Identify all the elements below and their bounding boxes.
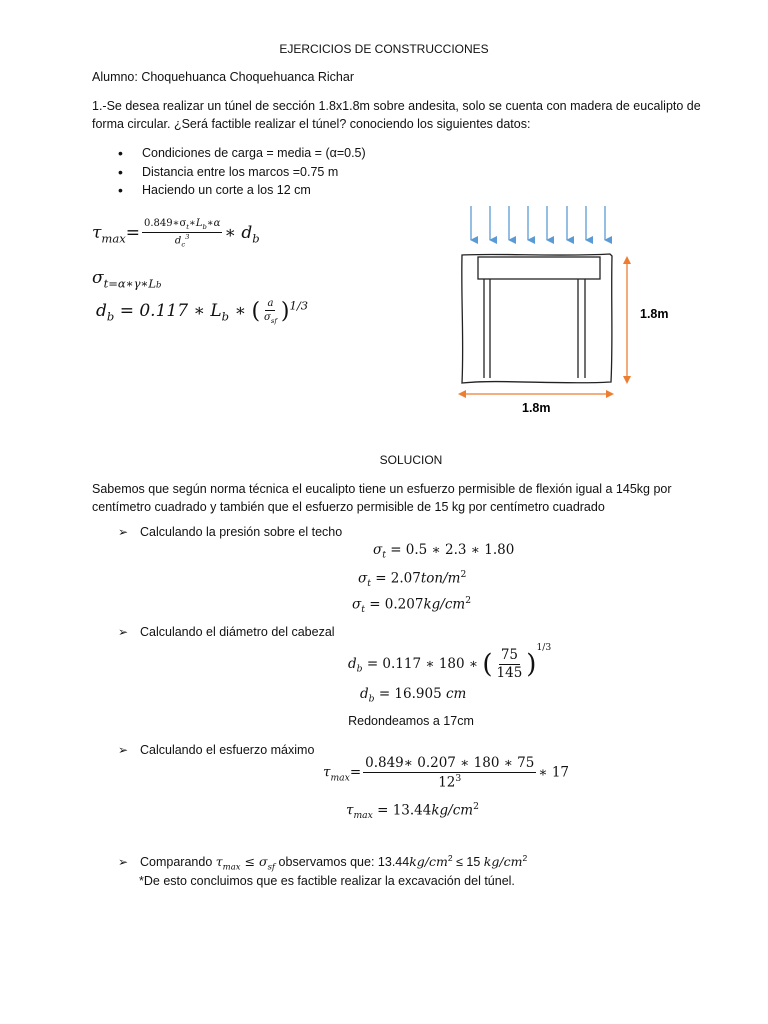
rounding-note: Redondeamos a 17cm (348, 714, 474, 728)
tunnel-diagram (440, 200, 700, 425)
list-item: • Haciendo un corte a los 12 cm (118, 181, 366, 200)
given-data-list (118, 144, 366, 200)
list-item: • Condiciones de carga = media = (α=0.5) (118, 144, 366, 163)
student-name: Alumno: Choquehuanca Choquehuanca Richar (92, 70, 354, 84)
equation: $d_b = 0.117$ ∗ 180 ∗ ( $\frac{75}{145}$ )$^{1/3}$ (348, 642, 552, 681)
equation: $d_b = 16.905$ cm (360, 686, 467, 705)
document-title: EJERCICIOS DE CONSTRUCCIONES (279, 42, 489, 56)
equation: $\tau_{max} = 13.44kg/cm^2$ (346, 801, 479, 822)
arrow-bullet-icon: ➢ (118, 743, 129, 757)
tunnel-frame (462, 254, 612, 383)
diameter-formula: $d_b = 0.117$ ∗ $L_b$ ∗ ( $\frac{a}{\sigma_{sf}}$ )$^{1/3}$ (96, 298, 309, 325)
step-head-diameter: ➢ Calculando el diámetro del cabezal (118, 625, 335, 639)
step-comparison: ➢ Comparando $\tau_{max} \le \sigma_{sf}$ observamos que: $13.44kg/cm^2 \le 15$ $kg/cm^2$ (118, 853, 528, 873)
height-label: 1.8m (640, 307, 669, 321)
equation: $\sigma_t = 0.5$ ∗ 2.3 ∗ 1.80 (373, 542, 515, 561)
width-label: 1.8m (522, 401, 551, 415)
arrow-bullet-icon: ➢ (118, 855, 129, 870)
conclusion: *De esto concluimos que es factible realizar la excavación del túnel. (139, 874, 515, 888)
solution-heading: SOLUCION (379, 453, 443, 467)
arrow-bullet-icon: ➢ (118, 525, 129, 539)
width-dimension (458, 390, 614, 398)
equation: $\sigma_t = 2.07ton/m^2$ (358, 569, 467, 590)
list-item: • Distancia entre los marcos =0.75 m (118, 163, 366, 182)
arrow-bullet-icon: ➢ (118, 625, 129, 639)
load-arrows (471, 206, 605, 240)
equation: $\tau_{max}=$ $\frac{0.849∗ 0.207 ∗ 180 ∗ 75}{12^3}$ ∗ 17 (323, 755, 570, 791)
step-max-stress: ➢ Calculando el esfuerzo máximo (118, 743, 315, 757)
height-dimension (623, 256, 631, 384)
equation: $\sigma_t = 0.207kg/cm^2$ (352, 595, 472, 616)
sigma-formula: $\sigma_{t=\alpha∗\gamma∗Lb}$ (92, 268, 162, 291)
solution-intro: Sabemos que según norma técnica el eucalipto tiene un esfuerzo permisible de flexión igual a 145kg por centímetro cuadrado y también que el esfuerzo permisible de 15 kg por centímetro cuadrado (92, 482, 672, 514)
step-roof-pressure: ➢ Calculando la presión sobre el techo (118, 525, 343, 539)
tau-max-formula: $\tau_{max}=$ $\frac{0.849∗\sigma_t∗L_b∗\alpha}{d_c^3}$ ∗ $d_b$ (92, 218, 260, 249)
problem-statement: 1.-Se desea realizar un túnel de sección 1.8x1.8m sobre andesita, solo se cuenta con madera de eucalipto de forma circular. ¿Será factible realizar el túnel? conociendo los siguientes datos: (92, 99, 701, 131)
